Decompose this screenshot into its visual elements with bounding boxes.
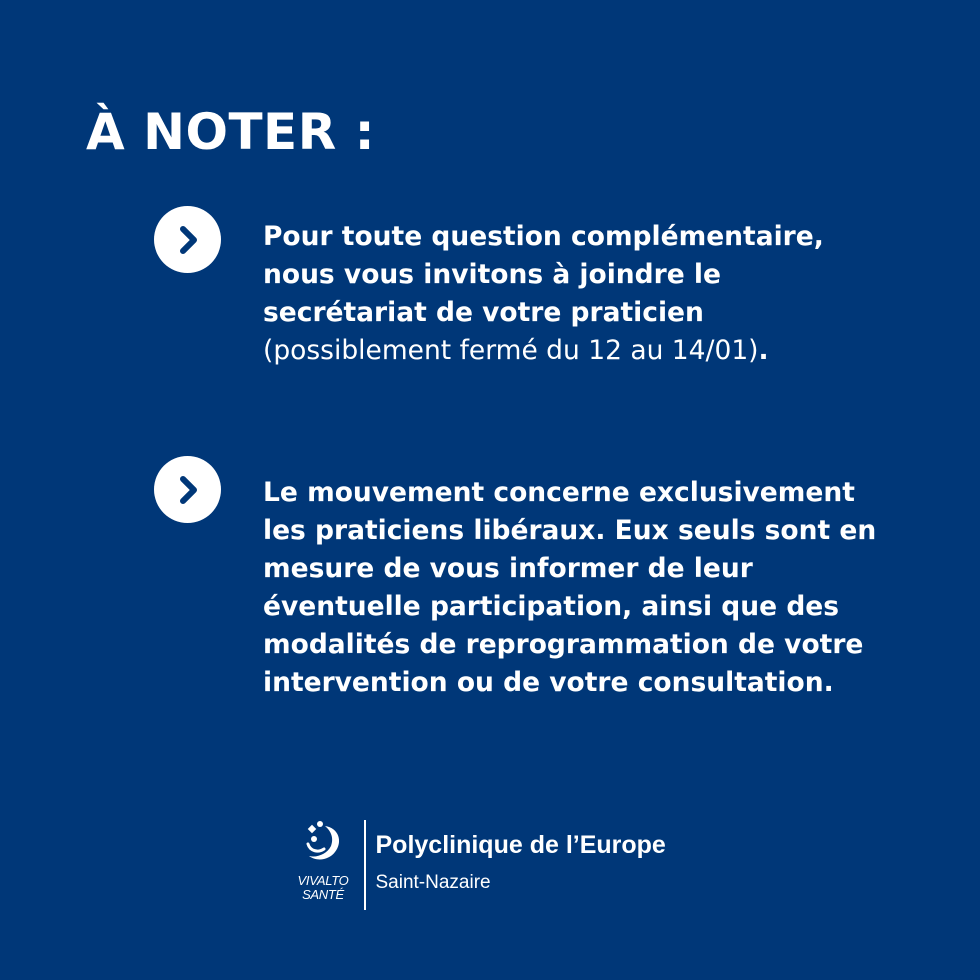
organization [376, 820, 666, 910]
vivalto-sante-logo [290, 820, 356, 910]
note-1-light: (possiblement fermé du 12 au 14/01) [263, 335, 759, 366]
footer-divider [364, 820, 366, 910]
footer [290, 820, 666, 910]
bullet-2 [154, 456, 221, 523]
org-city: Saint-Nazaire [375, 872, 491, 893]
note-1-text [263, 218, 883, 370]
org-name: Polyclinique de l’Europe [375, 831, 666, 859]
bullet-1 [154, 206, 221, 273]
logo-line-2: SANTÉ [302, 887, 344, 902]
vivalto-smile-icon [299, 820, 347, 866]
chevron-right-icon [173, 475, 203, 505]
logo-line-1: VIVALTO [297, 873, 349, 888]
page-title: À NOTER : [86, 103, 376, 161]
logo-wordmark [298, 874, 349, 902]
chevron-right-icon [173, 225, 203, 255]
note-1-end: . [758, 335, 769, 366]
note-2-bold: Le mouvement concerne exclusivement les praticiens libéraux. Eux seuls sont en mesure de vous informer de leur éventuelle participation, ainsi que des modalités de reprogrammation de votre intervention ou de votre consultation. [263, 477, 877, 698]
note-1-bold: Pour toute question complémentaire, nous vous invitons à joindre le secrétariat de votre praticien [263, 221, 824, 328]
note-2-text [263, 474, 883, 702]
